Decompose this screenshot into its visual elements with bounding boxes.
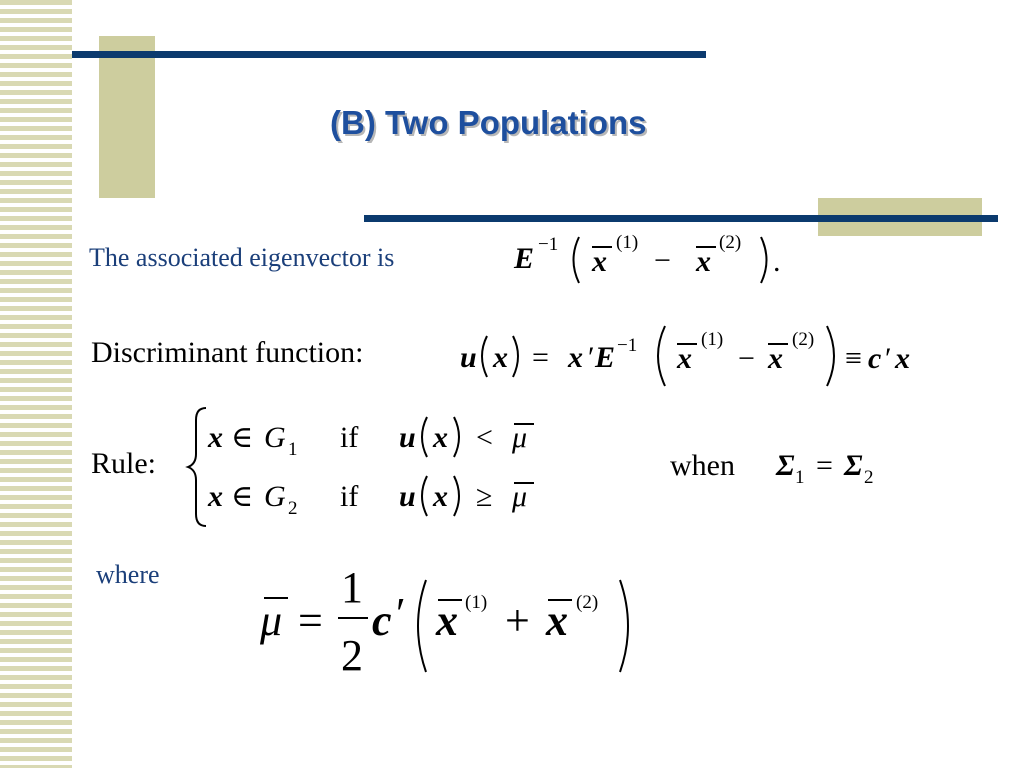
svg-text:(2): (2) — [719, 232, 742, 253]
svg-text:E: E — [595, 341, 616, 374]
striped-sidebar — [0, 0, 72, 768]
where-label: where — [96, 560, 160, 589]
rule-cases — [180, 404, 560, 534]
svg-text:if: if — [340, 421, 359, 454]
svg-text:x: x — [433, 480, 448, 513]
svg-text:x: x — [568, 341, 583, 374]
svg-text:(1): (1) — [616, 232, 639, 253]
svg-text:∈: ∈ — [231, 480, 254, 513]
svg-text:1: 1 — [341, 563, 363, 612]
svg-text:Σ: Σ — [776, 449, 795, 482]
svg-text:c: c — [868, 342, 882, 375]
svg-text:x: x — [208, 480, 223, 513]
svg-text:μ: μ — [512, 421, 528, 454]
discriminant-formula — [455, 322, 925, 392]
svg-text:2: 2 — [288, 498, 298, 519]
svg-text:(2): (2) — [792, 329, 815, 350]
svg-text:∈: ∈ — [231, 421, 254, 454]
svg-text:x: x — [433, 421, 448, 454]
svg-text:(1): (1) — [465, 592, 488, 613]
svg-text:μ: μ — [512, 480, 528, 513]
svg-text:x: x — [546, 596, 568, 645]
svg-text:−: − — [738, 342, 755, 375]
svg-text:(1): (1) — [701, 329, 724, 350]
svg-text:≡: ≡ — [845, 342, 862, 375]
svg-text:x: x — [696, 245, 711, 278]
svg-text:x: x — [677, 342, 692, 375]
svg-text:=: = — [532, 341, 549, 374]
svg-text:≥: ≥ — [476, 480, 493, 513]
svg-text:=: = — [298, 596, 323, 645]
svg-text:=: = — [816, 449, 833, 482]
svg-text:<: < — [476, 421, 493, 454]
svg-text:+: + — [505, 596, 530, 645]
svg-text:G: G — [264, 421, 286, 454]
svg-text:(2): (2) — [576, 592, 599, 613]
svg-text:1: 1 — [288, 439, 298, 460]
svg-text:x: x — [895, 342, 910, 375]
svg-text:.: . — [773, 245, 781, 278]
svg-text:′: ′ — [588, 341, 595, 374]
svg-text:1: 1 — [795, 467, 805, 488]
svg-text:′: ′ — [396, 589, 406, 638]
svg-text:x: x — [493, 341, 508, 374]
svg-text:x: x — [768, 342, 783, 375]
covariance-condition — [668, 440, 898, 490]
svg-text:u: u — [460, 341, 477, 374]
svg-text:when: when — [670, 449, 735, 482]
eigenvector-formula — [508, 226, 808, 286]
svg-text:′: ′ — [885, 342, 892, 375]
svg-text:u: u — [399, 421, 416, 454]
svg-text:μ: μ — [260, 596, 283, 645]
svg-text:−1: −1 — [538, 234, 559, 255]
accent-block-top — [99, 36, 155, 198]
bottom-rule-line — [364, 215, 998, 222]
discriminant-label: Discriminant function: — [91, 336, 364, 369]
rule-label: Rule: — [91, 447, 156, 480]
eigenvector-label: The associated eigenvector is — [89, 243, 395, 272]
mu-bar-formula — [252, 560, 652, 680]
slide-title: (B) Two Populations — [330, 104, 647, 141]
svg-text:−: − — [654, 244, 671, 277]
svg-text:−1: −1 — [617, 335, 638, 356]
svg-text:Σ: Σ — [844, 449, 863, 482]
svg-text:2: 2 — [864, 467, 874, 488]
svg-text:G: G — [264, 480, 286, 513]
svg-text:E: E — [514, 242, 535, 275]
svg-text:x: x — [592, 245, 607, 278]
top-rule-line — [72, 51, 706, 58]
svg-text:u: u — [399, 480, 416, 513]
svg-text:if: if — [340, 480, 359, 513]
svg-text:x: x — [208, 421, 223, 454]
svg-text:c: c — [372, 596, 392, 645]
svg-text:x: x — [436, 596, 458, 645]
svg-text:2: 2 — [341, 631, 363, 680]
